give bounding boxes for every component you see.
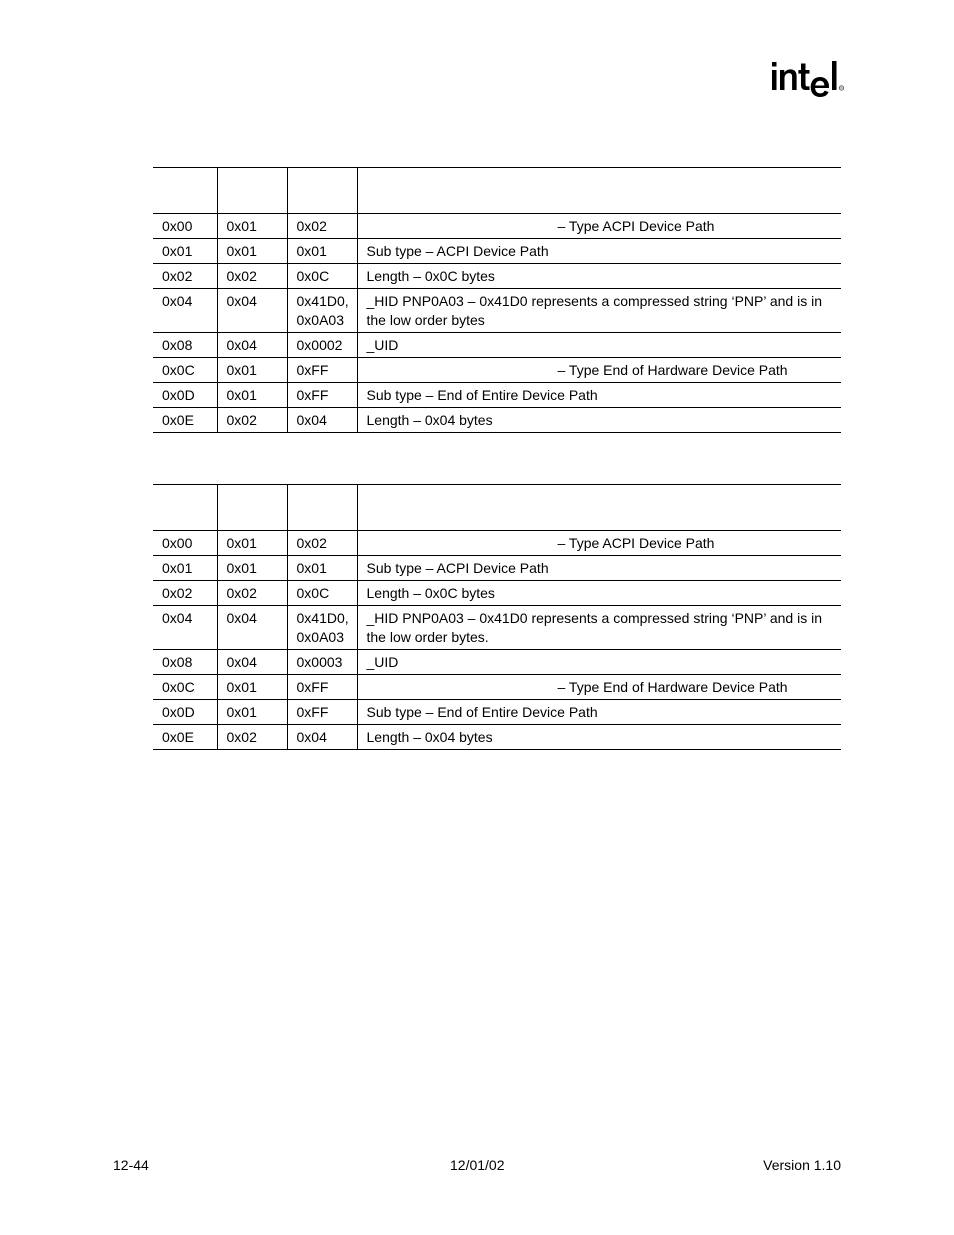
byte-offset-cell: 0x08 [153, 333, 217, 358]
table-row [153, 289, 841, 333]
byte-offset-cell: 0x0D [153, 700, 217, 725]
byte-length-cell: 0x02 [217, 581, 287, 606]
description-cell: Length – 0x04 bytes [357, 725, 841, 750]
byte-length-cell: 0x01 [217, 214, 287, 239]
byte-offset-cell: 0x00 [153, 531, 217, 556]
table-row [153, 556, 841, 581]
table-row [153, 581, 841, 606]
table-row [153, 214, 841, 239]
table-row [153, 531, 841, 556]
data-cell: 0x41D0, 0x0A03 [287, 289, 357, 333]
table-row [153, 650, 841, 675]
byte-length-cell: 0x02 [217, 264, 287, 289]
description-cell: – Type ACPI Device Path [357, 531, 841, 556]
byte-length-cell: 0x01 [217, 383, 287, 408]
data-cell: 0x41D0, 0x0A03 [287, 606, 357, 650]
byte-length-cell: 0x02 [217, 725, 287, 750]
footer-page-number: 12-44 [113, 1157, 149, 1173]
header-cell [153, 485, 217, 531]
byte-offset-cell: 0x0C [153, 675, 217, 700]
byte-offset-cell: 0x00 [153, 214, 217, 239]
byte-length-cell: 0x01 [217, 358, 287, 383]
header-cell [357, 168, 841, 214]
description-cell: Sub type – ACPI Device Path [357, 239, 841, 264]
table-header-row [153, 168, 841, 214]
acpi-device-path-table-2 [153, 484, 841, 750]
data-cell: 0x0C [287, 581, 357, 606]
description-cell: – Type End of Hardware Device Path [357, 675, 841, 700]
description-cell: – Type End of Hardware Device Path [357, 358, 841, 383]
byte-length-cell: 0x01 [217, 531, 287, 556]
byte-offset-cell: 0x02 [153, 264, 217, 289]
byte-offset-cell: 0x0C [153, 358, 217, 383]
acpi-device-path-table-1 [153, 167, 841, 433]
byte-offset-cell: 0x0E [153, 408, 217, 433]
data-cell: 0xFF [287, 700, 357, 725]
data-cell: 0xFF [287, 358, 357, 383]
data-cell: 0x0003 [287, 650, 357, 675]
byte-offset-cell: 0x02 [153, 581, 217, 606]
byte-offset-cell: 0x04 [153, 289, 217, 333]
byte-length-cell: 0x01 [217, 700, 287, 725]
header-cell [287, 168, 357, 214]
byte-length-cell: 0x04 [217, 650, 287, 675]
table-row [153, 606, 841, 650]
footer-date: 12/01/02 [450, 1157, 505, 1173]
table-row [153, 408, 841, 433]
byte-length-cell: 0x01 [217, 675, 287, 700]
table-row [153, 264, 841, 289]
description-cell: Length – 0x04 bytes [357, 408, 841, 433]
description-cell: Sub type – ACPI Device Path [357, 556, 841, 581]
intel-logo [770, 58, 846, 104]
description-cell: _HID PNP0A03 – 0x41D0 represents a compressed string ‘PNP’ and is in the low order bytes. [357, 606, 841, 650]
header-cell [217, 485, 287, 531]
byte-length-cell: 0x04 [217, 289, 287, 333]
byte-offset-cell: 0x0E [153, 725, 217, 750]
byte-offset-cell: 0x01 [153, 239, 217, 264]
byte-offset-cell: 0x01 [153, 556, 217, 581]
description-cell: Sub type – End of Entire Device Path [357, 383, 841, 408]
footer-version: Version 1.10 [763, 1157, 841, 1173]
svg-text:R: R [840, 86, 843, 90]
byte-offset-cell: 0x0D [153, 383, 217, 408]
byte-length-cell: 0x04 [217, 606, 287, 650]
data-cell: 0x0C [287, 264, 357, 289]
data-cell: 0x04 [287, 408, 357, 433]
description-cell: _UID [357, 333, 841, 358]
header-cell [357, 485, 841, 531]
data-cell: 0x02 [287, 214, 357, 239]
byte-offset-cell: 0x04 [153, 606, 217, 650]
byte-length-cell: 0x04 [217, 333, 287, 358]
table-row [153, 725, 841, 750]
description-cell: _HID PNP0A03 – 0x41D0 represents a compressed string ‘PNP’ and is in the low order bytes [357, 289, 841, 333]
description-cell: Sub type – End of Entire Device Path [357, 700, 841, 725]
description-cell: Length – 0x0C bytes [357, 264, 841, 289]
data-cell: 0x02 [287, 531, 357, 556]
table-header-row [153, 485, 841, 531]
table-row [153, 239, 841, 264]
byte-length-cell: 0x01 [217, 556, 287, 581]
data-cell: 0x04 [287, 725, 357, 750]
data-cell: 0x01 [287, 556, 357, 581]
description-cell: – Type ACPI Device Path [357, 214, 841, 239]
byte-length-cell: 0x01 [217, 239, 287, 264]
header-cell [153, 168, 217, 214]
data-cell: 0xFF [287, 383, 357, 408]
header-cell [287, 485, 357, 531]
description-cell: Length – 0x0C bytes [357, 581, 841, 606]
data-cell: 0x01 [287, 239, 357, 264]
table-row [153, 358, 841, 383]
description-cell: _UID [357, 650, 841, 675]
table-row [153, 675, 841, 700]
table-row [153, 333, 841, 358]
table-row [153, 700, 841, 725]
byte-offset-cell: 0x08 [153, 650, 217, 675]
data-cell: 0xFF [287, 675, 357, 700]
data-cell: 0x0002 [287, 333, 357, 358]
header-cell [217, 168, 287, 214]
table-row [153, 383, 841, 408]
byte-length-cell: 0x02 [217, 408, 287, 433]
